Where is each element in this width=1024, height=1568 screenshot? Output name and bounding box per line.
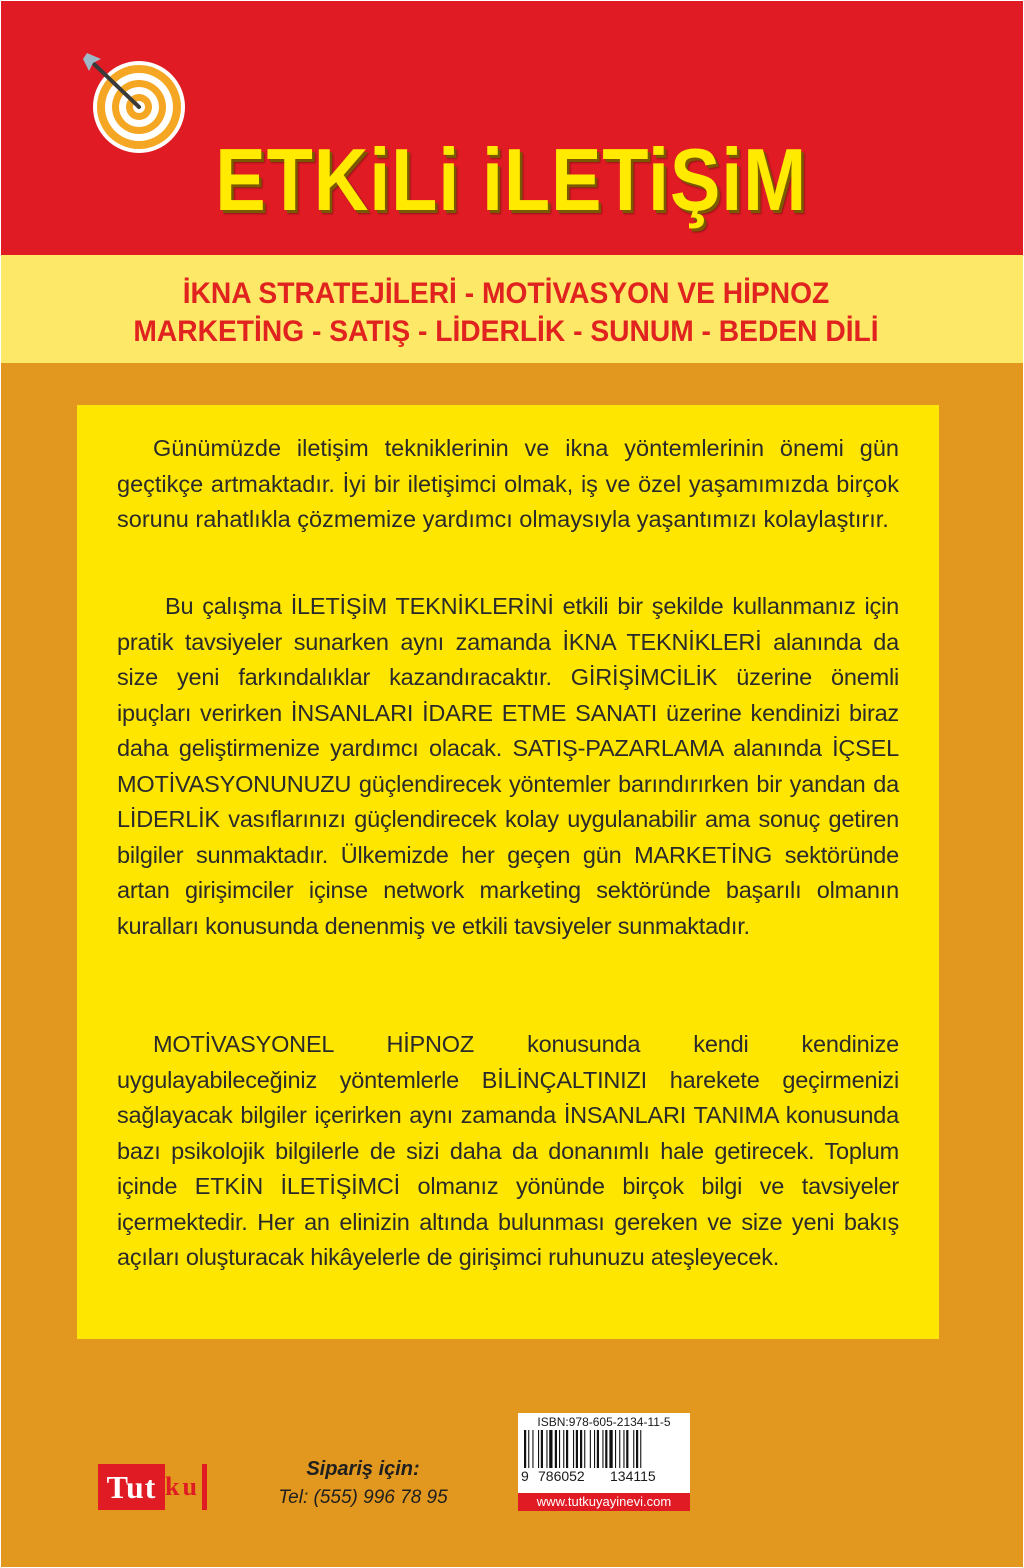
publisher-logo-part1: Tut — [98, 1464, 165, 1510]
barcode-icon — [522, 1430, 686, 1470]
barcode-digits-middle: 786052 — [538, 1468, 585, 1484]
book-title: ETKiLi iLETiŞiM — [215, 130, 808, 229]
publisher-logo-part2: ku — [165, 1472, 200, 1501]
publisher-logo-bar — [202, 1464, 207, 1510]
order-label: Sipariş için: — [306, 1458, 420, 1480]
description-paragraph-2: Bu çalışma İLETİŞİM TEKNİKLERİNİ etkili bir şekilde kullanmanız için pratik tavsiyeler sunarken aynı zamanda İKNA TEKNİKLERİ alanında da size yeni farkındalıklar kazandıracaktır. GİRİŞİMCİLİK üzerine önemli ipuçları verirken İNSANLARI İDARE ETME SANATI üzerine kendinizi biraz daha geliştirmenize yardımcı olacak. SATIŞ-PAZARLAMA alanında İÇSEL MOTİVASYONUNUZU güçlendirecek yöntemler barındırırken bir yandan da LİDERLİK vasıflarınızı güçlendirecek kolay uygulanabilir ama sonuç getiren bilgiler sunmaktadır. Ülkemizde her geçen gün MARKETİNG sektöründe artan girişimciler içinse network marketing sektöründe başarılı olmanın kuralları konusunda denenmiş ve etkili tavsiyeler sunmaktadır. — [117, 593, 899, 939]
description-paragraph-3: MOTİVASYONEL HİPNOZ konusunda kendi kendinize uygulayabileceğiniz yöntemlerle BİLİNÇALTINIZI harekete geçirmenizi sağlayacak bilgiler içerirken aynı zamanda İNSANLARI TANIMA konusunda bazı psikolojik bilgilerle de sizi daha da donanımlı hale getirecek. Toplum içinde ETKİN İLETİŞİMCİ olmanız yönünde birçok bilgi ve tavsiyeler içermektedir. Her an elinizin altında bulunması gereken ve size yeni bakış açıları oluşturacak hikâyelerle de girişimci ruhunuzu ateşleyecek. — [117, 1031, 899, 1270]
subtitle-line-2: MARKETİNG - SATIŞ - LİDERLİK - SUNUM - BEDEN DİLİ — [133, 315, 879, 348]
barcode-digits-last: 134115 — [610, 1468, 656, 1484]
description-paragraph-1: Günümüzde iletişim tekniklerinin ve ikna yöntemlerinin önemi gün geçtikçe artmaktadır. İyi bir iletişimci olmak, iş ve özel yaşamımızda birçok sorunu rahatlıkla çözmemize yardımcı olmaysıyla yaşantımızı kolaylaştırır. — [117, 435, 899, 532]
description-box — [77, 405, 939, 1339]
order-phone: Tel: (555) 996 78 95 — [278, 1487, 448, 1508]
barcode-digit-first: 9 — [521, 1468, 529, 1484]
publisher-logo — [98, 1464, 208, 1510]
website-link[interactable]: www.tutkuyayinevi.com — [518, 1493, 690, 1511]
isbn-label: ISBN:978-605-2134-11-5 — [537, 1415, 671, 1429]
isbn-barcode — [518, 1413, 690, 1511]
book-back-cover — [1, 1, 1023, 1567]
subtitle-line-1: İKNA STRATEJİLERİ - MOTİVASYON VE HİPNOZ — [182, 277, 830, 310]
